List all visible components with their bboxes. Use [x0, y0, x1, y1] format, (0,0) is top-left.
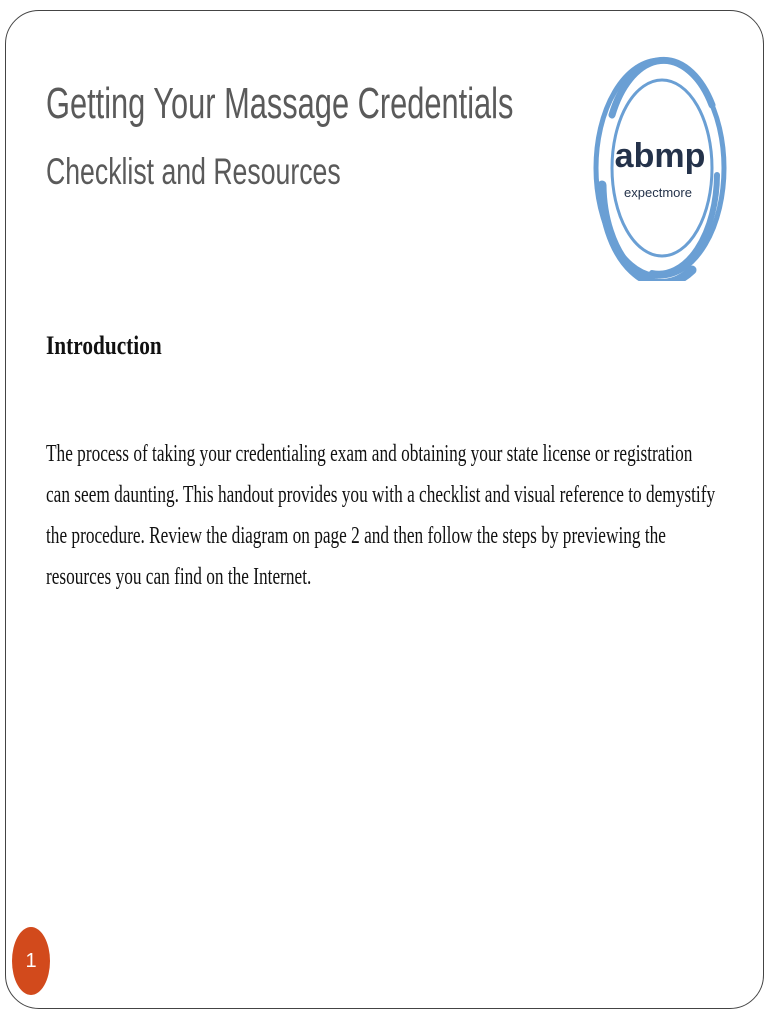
page-subtitle: Checklist and Resources — [46, 151, 341, 192]
page-title: Getting Your Massage Credentials — [46, 79, 514, 128]
page-number-badge: 1 — [12, 927, 50, 995]
intro-paragraph — [46, 434, 770, 598]
intro-line: resources you can find on the Internet. — [46, 564, 312, 590]
section-heading: Introduction — [46, 331, 162, 360]
intro-line: the procedure. Review the diagram on page 2 and then follow the steps by previewing the — [46, 523, 666, 549]
intro-line: can seem daunting. This handout provides you with a checklist and visual reference to demystify — [46, 482, 716, 508]
logo-tagline: expectmore — [624, 185, 692, 200]
abmp-logo — [592, 55, 728, 281]
intro-line: The process of taking your credentialing exam and obtaining your state license or registration — [46, 441, 693, 467]
logo-text: abmp — [614, 137, 706, 175]
